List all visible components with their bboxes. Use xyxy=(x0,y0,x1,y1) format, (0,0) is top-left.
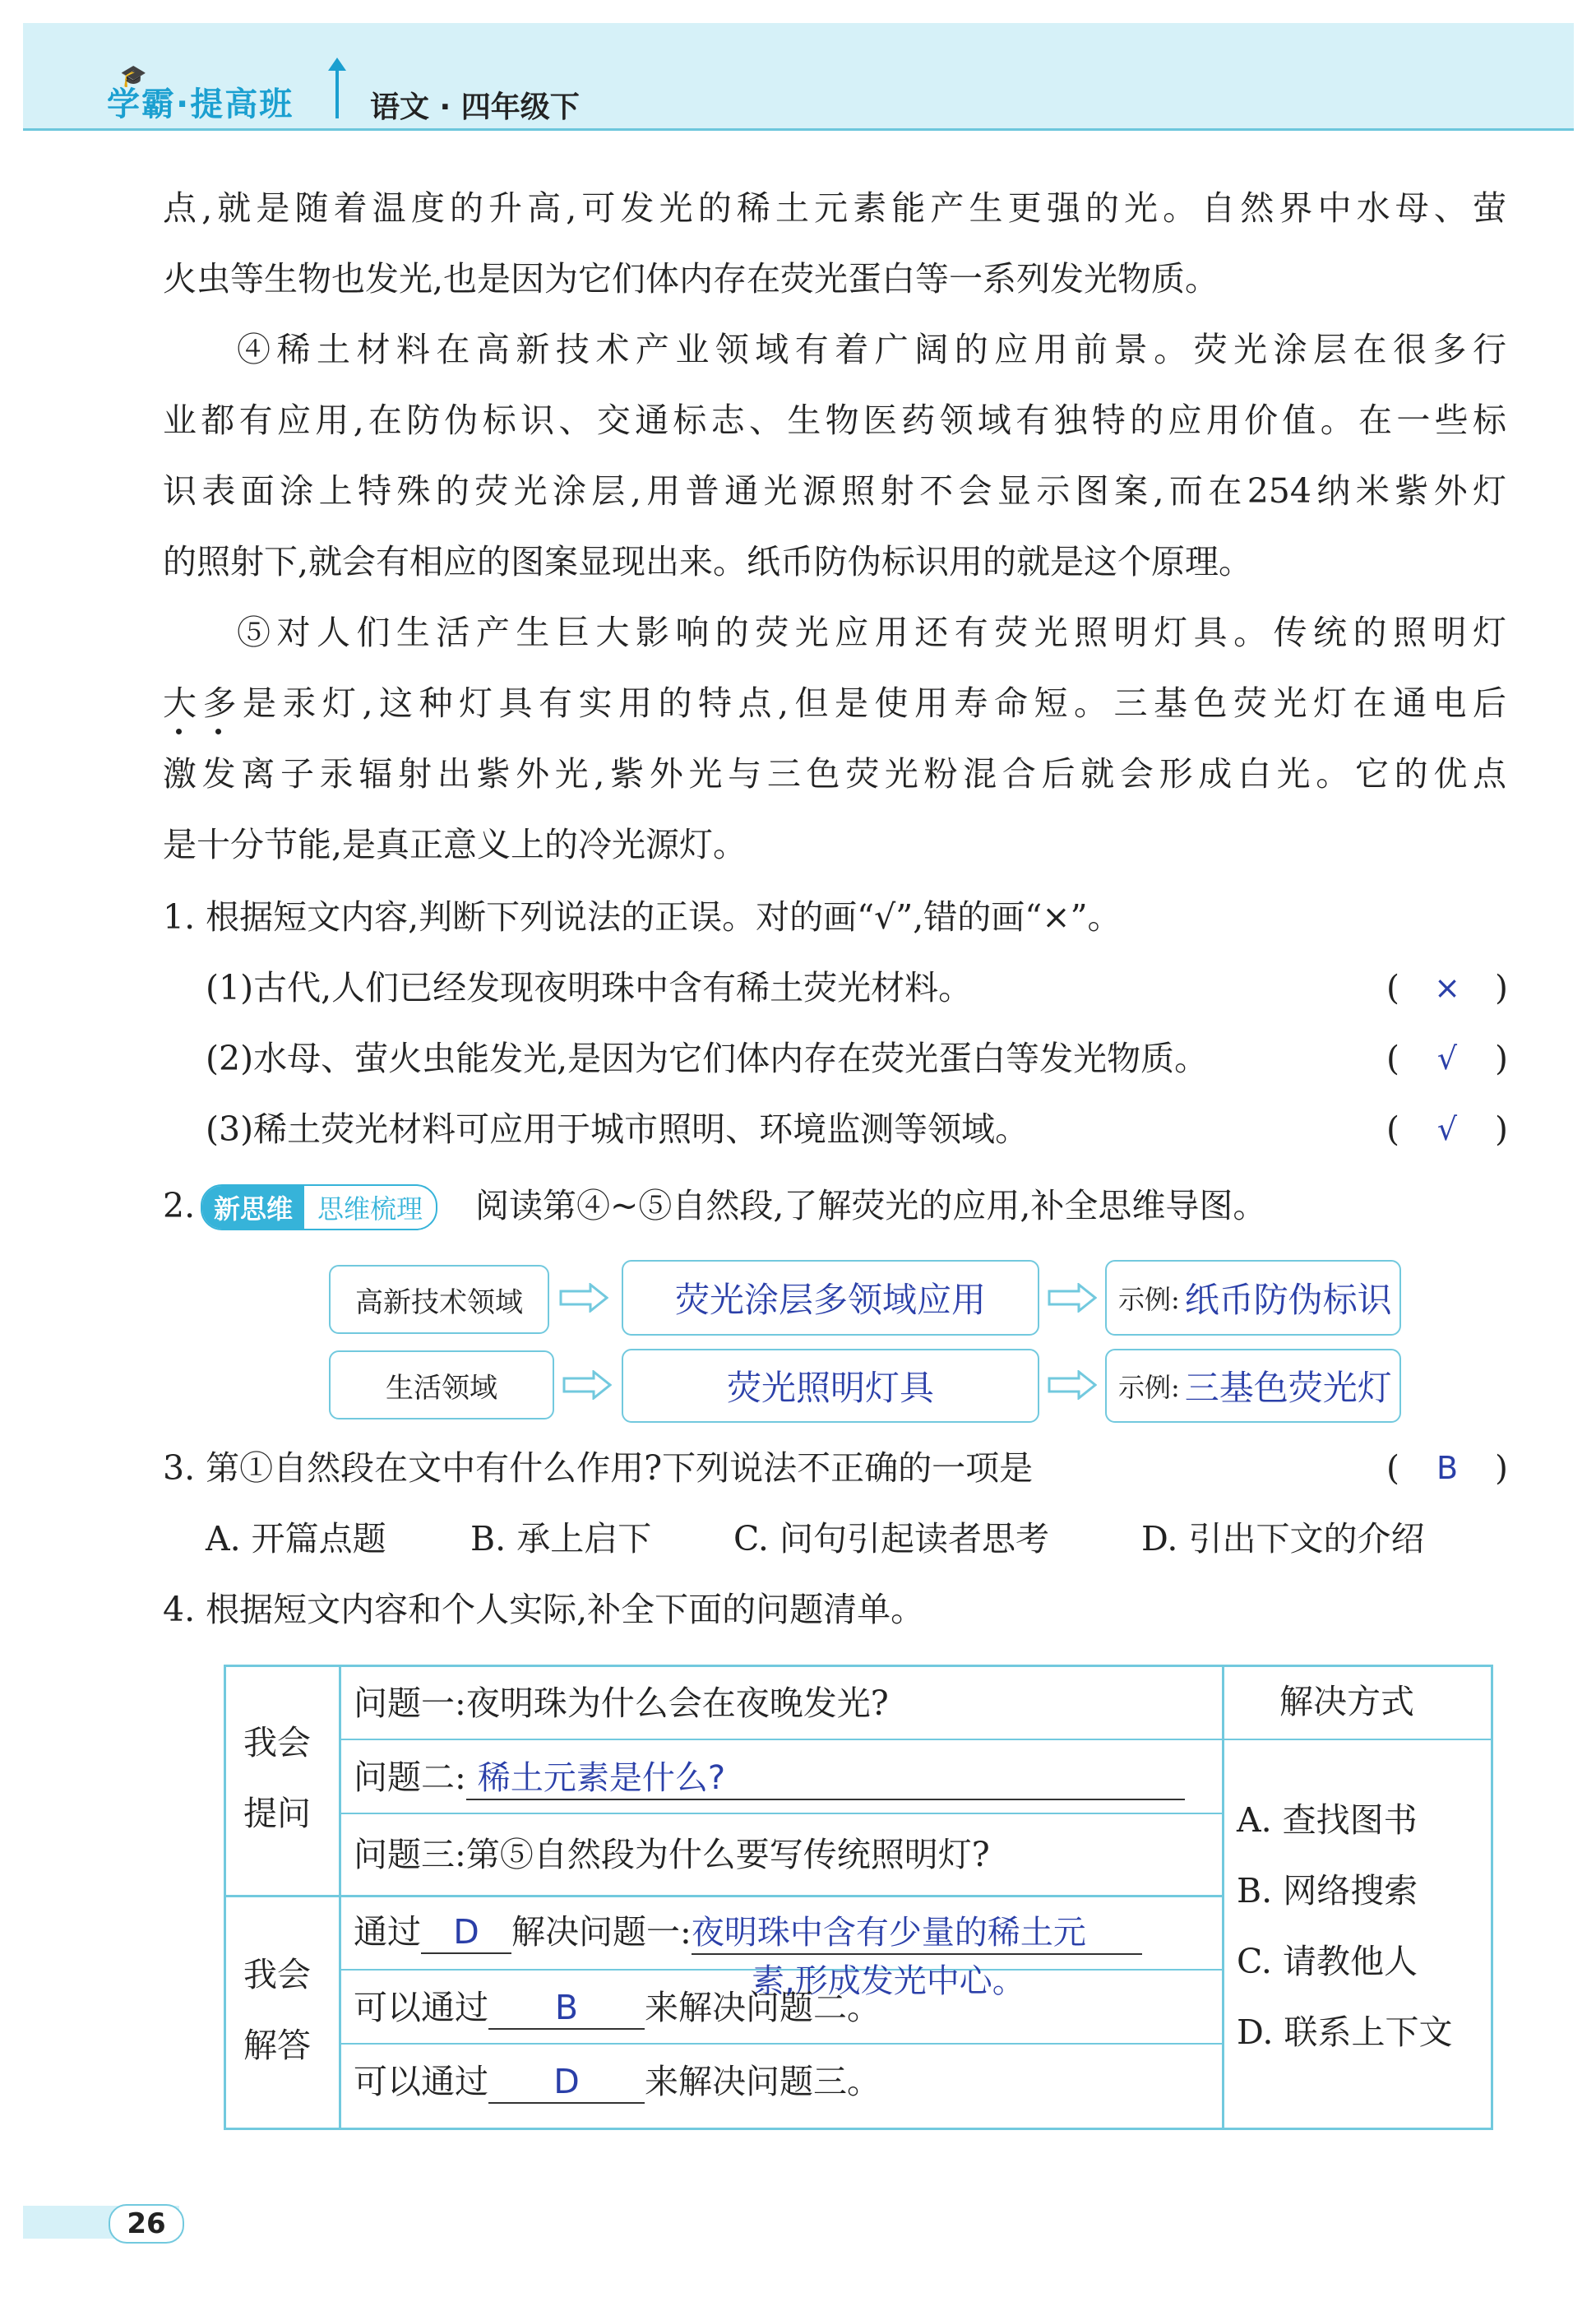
passage-line: 识表面涂上特殊的荧光涂层,用普通光源照射不会显示图案,而在254纳米紫外灯 xyxy=(163,471,1506,511)
table-divider xyxy=(339,2043,1224,2045)
arrow-right-icon xyxy=(559,1283,608,1313)
subject-title: 语文 · 四年级下 xyxy=(370,90,580,124)
emphasis-dot xyxy=(215,729,221,734)
answer-label: 我会 xyxy=(243,1955,311,1994)
q3-answer: ( B ) xyxy=(1386,1448,1508,1488)
brand-logo: 学霸·提高班 xyxy=(107,86,294,123)
question-three: 问题三:第⑤自然段为什么要写传统照明灯? xyxy=(354,1835,990,1874)
passage-line: 激发离子汞辐射出紫外光,紫外光与三色荧光粉混合后就会形成白光。它的优点 xyxy=(163,754,1506,794)
solve-three: 可以通过 D 来解决问题三。 xyxy=(354,2061,881,2104)
q1-item-3: (3)稀土荧光材料可应用于城市照明、环境监测等领域。 xyxy=(206,1109,1029,1149)
table-divider xyxy=(339,1739,1224,1740)
mindmap-example-life: 示例: 三基色荧光灯 xyxy=(1105,1349,1401,1423)
passage-line: ⑤对人们生活产生巨大影响的荧光应用还有荧光照明灯具。传统的照明灯 xyxy=(237,613,1506,652)
q1-item-2: (2)水母、萤火虫能发光,是因为它们体内存在荧光蛋白等发光物质。 xyxy=(206,1039,1209,1078)
mindmap-mid-tech: 荧光涂层多领域应用 xyxy=(622,1260,1039,1336)
solve-one-answer-continued: 素,形成发光中心。 xyxy=(752,1962,1025,2000)
passage-line: 大多是汞灯,这种灯具有实用的特点,但是使用寿命短。三基色荧光灯在通电后 xyxy=(163,683,1506,723)
page-number: 26 xyxy=(109,2204,184,2244)
method-a: A. 查找图书 xyxy=(1237,1800,1418,1840)
solve-one: 通过 D 解决问题一:夜明珠中含有少量的稀土元 xyxy=(354,1911,1142,1955)
arrow-right-icon xyxy=(1048,1283,1097,1313)
question-1-stem: 1. 根据短文内容,判断下列说法的正误。对的画“√”,错的画“×”。 xyxy=(163,897,1122,937)
table-divider xyxy=(224,1895,1224,1897)
question-4-stem: 4. 根据短文内容和个人实际,补全下面的问题清单。 xyxy=(163,1590,925,1629)
q1-item-1: (1)古代,人们已经发现夜明珠中含有稀土荧光材料。 xyxy=(206,968,973,1007)
question-3-stem: 3. 第①自然段在文中有什么作用?下列说法不正确的一项是 xyxy=(163,1448,1034,1488)
passage-line: 点,就是随着温度的升高,可发光的稀土元素能产生更强的光。自然界中水母、萤 xyxy=(163,188,1506,228)
method-b: B. 网络搜索 xyxy=(1237,1871,1418,1910)
mindmap-mid-life: 荧光照明灯具 xyxy=(622,1349,1039,1423)
q1-answer-3: ( √ ) xyxy=(1386,1109,1508,1149)
passage-line: 业都有应用,在防伪标识、交通标志、生物医药领域有独特的应用价值。在一些标 xyxy=(163,401,1506,440)
q1-answer-1: ( × ) xyxy=(1386,968,1508,1007)
thinking-badge: 新思维 思维梳理 xyxy=(201,1184,437,1230)
solve-two: 可以通过 B 来解决问题二。 xyxy=(354,1987,881,2030)
arrow-up-icon xyxy=(335,66,339,118)
emphasis-dot xyxy=(176,729,182,734)
table-divider xyxy=(339,1813,1224,1814)
graduation-cap-icon: 🎓 xyxy=(120,64,147,89)
mindmap-domain-life: 生活领域 xyxy=(329,1350,554,1419)
q3-option-c: C. 问句引起读者思考 xyxy=(733,1519,1049,1558)
mindmap-domain-tech: 高新技术领域 xyxy=(329,1265,549,1334)
question-2-number: 2. xyxy=(163,1186,196,1225)
ask-label: 提问 xyxy=(243,1794,311,1833)
ask-label: 我会 xyxy=(243,1723,311,1762)
method-c: C. 请教他人 xyxy=(1237,1942,1418,1981)
table-divider xyxy=(1222,1739,1491,1740)
arrow-right-icon xyxy=(1048,1370,1097,1400)
question-2-stem: 阅读第④~⑤自然段,了解荧光的应用,补全思维导图。 xyxy=(475,1186,1267,1225)
method-d: D. 联系上下文 xyxy=(1237,2012,1453,2052)
passage-line: 火虫等生物也发光,也是因为它们体内存在荧光蛋白等一系列发光物质。 xyxy=(163,259,1219,299)
q3-option-b: B. 承上启下 xyxy=(470,1519,652,1558)
answer-label: 解答 xyxy=(243,2026,311,2065)
q3-option-a: A. 开篇点题 xyxy=(206,1519,386,1558)
mindmap-example-tech: 示例: 纸币防伪标识 xyxy=(1105,1260,1401,1336)
question-two: 问题二: 稀土元素是什么? xyxy=(354,1757,1185,1800)
passage-line: 的照射下,就会有相应的图案显现出来。纸币防伪标识用的就是这个原理。 xyxy=(163,542,1253,581)
question-one: 问题一:夜明珠为什么会在夜晚发光? xyxy=(354,1683,889,1723)
q3-option-d: D. 引出下文的介绍 xyxy=(1141,1519,1425,1558)
passage-line: ④稀土材料在高新技术产业领域有着广阔的应用前景。荧光涂层在很多行 xyxy=(237,330,1506,369)
method-header: 解决方式 xyxy=(1279,1682,1414,1721)
q1-answer-2: ( √ ) xyxy=(1386,1039,1508,1078)
arrow-right-icon xyxy=(562,1370,612,1400)
passage-line: 是十分节能,是真正意义上的冷光源灯。 xyxy=(163,825,747,864)
